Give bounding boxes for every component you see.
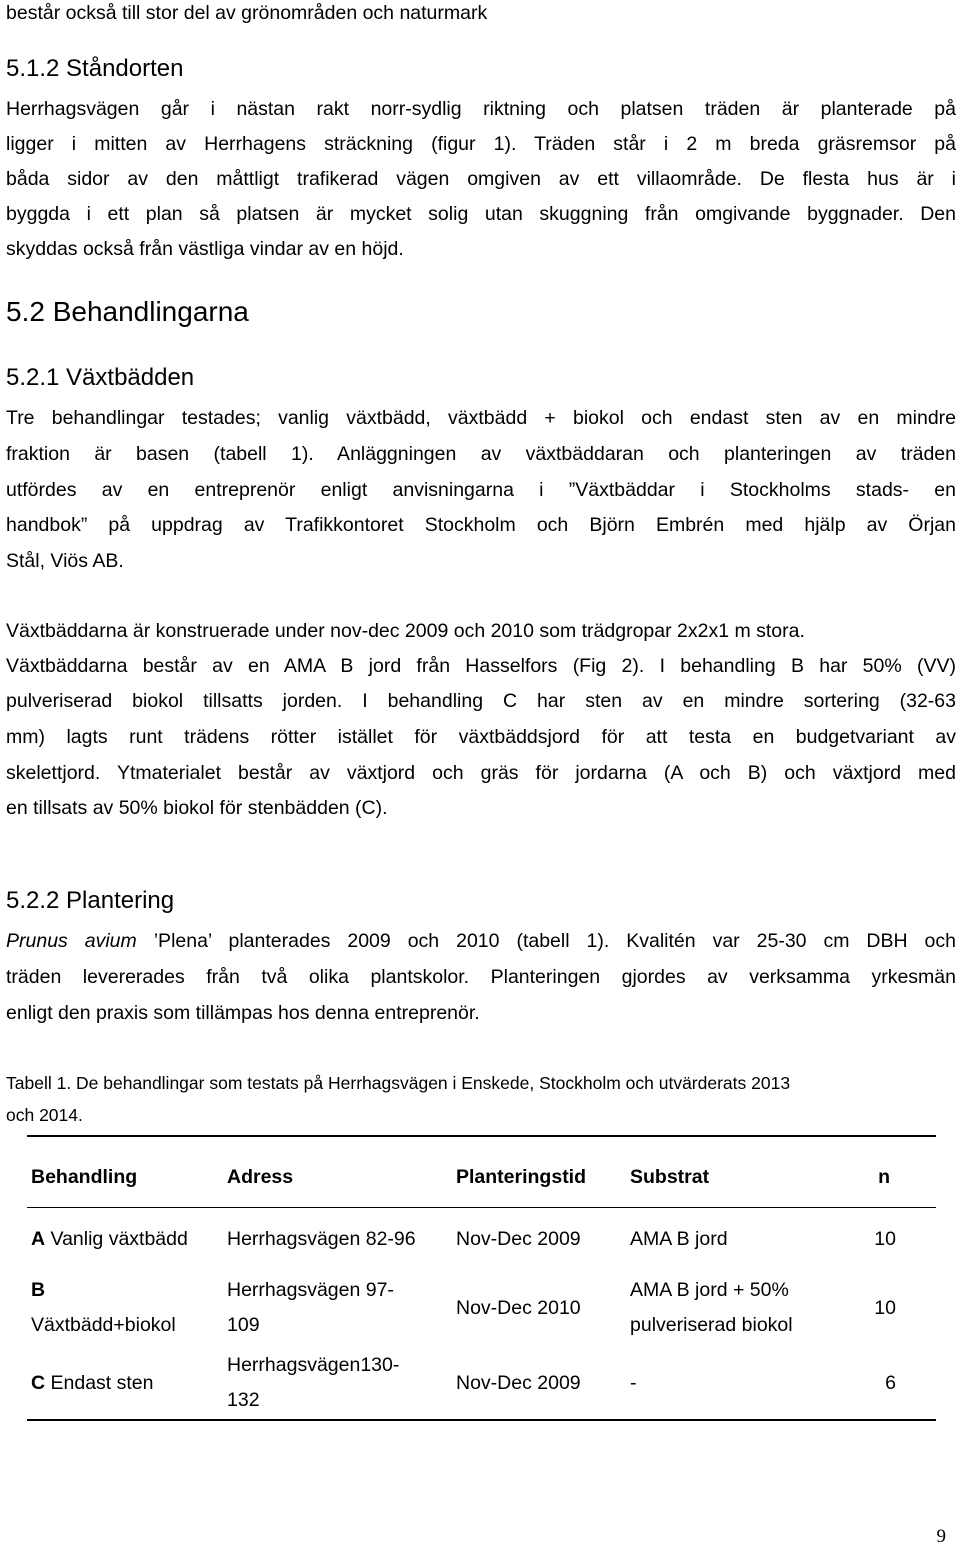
body-line: handbok” på uppdrag av Trafikkontoret Stockholm och Björn Embrén med hjälp av Örjan [6,514,956,536]
table-header-cell: Behandling [31,1166,138,1188]
table-cell: 10 [874,1228,896,1250]
table-cell: Nov-Dec 2009 [456,1228,581,1250]
table-row: C Endast sten [31,1372,154,1394]
table-cell: Nov-Dec 2009 [456,1372,581,1394]
body-line: fraktion är basen (tabell 1). Anläggningen av växtbäddaran och planteringen av träden [6,443,956,465]
table-cell: Växtbädd+biokol [31,1314,176,1336]
table-cell: B [31,1279,46,1301]
table-cell: - [630,1372,637,1394]
body-line: Tre behandlingar testades; vanlig växtbädd, växtbädd + biokol och endast sten av en mindre [6,407,956,429]
body-line: ligger i mitten av Herrhagens sträckning (figur 1). Träden står i 2 m breda gräsremsor på [6,133,956,155]
body-line: enligt den praxis som tillämpas hos denna entreprenör. [6,1002,480,1024]
table-row: A Vanlig växtbädd [31,1228,188,1250]
body-line: Prunus avium ’Plena’ planterades 2009 och 2010 (tabell 1). Kvalitén var 25-30 cm DBH och [6,930,956,952]
table-rule-top [27,1135,936,1137]
body-line: utfördes av en entreprenör enligt anvisningarna i ”Växtbäddar i Stockholms stads- en [6,479,956,501]
table-header-cell: Adress [227,1166,294,1188]
body-line: en tillsats av 50% biokol för stenbädden (C). [6,797,388,819]
body-line: Stål, Viös AB. [6,550,124,572]
table-header-cell: n [878,1166,890,1188]
body-line: skelettjord. Ytmaterialet består av växtjord och gräs för jordarna (A och B) och växtjord med [6,762,956,784]
body-line: mm) lagts runt trädens rötter istället för växtbäddsjord för att testa en budgetvariant av [6,726,956,748]
table-caption: Tabell 1. De behandlingar som testats på Herrhagsvägen i Enskede, Stockholm och utvärderats 2013 [6,1073,791,1093]
table-caption: och 2014. [6,1105,83,1125]
table-cell: 132 [227,1389,260,1411]
table-cell: Herrhagsvägen 97- [227,1279,394,1301]
table-cell: Herrhagsvägen 82-96 [227,1228,416,1250]
intro-tail-line: består också till stor del av grönområden och naturmark [6,2,488,24]
section-heading-5-2-2: 5.2.2 Plantering [6,887,175,914]
body-line: båda sidor av den måttligt trafikerad vägen omgiven av ett villaområde. De flesta hus är i [6,168,956,190]
table-rule-header [27,1207,936,1208]
table-header-cell: Substrat [630,1166,710,1188]
table-cell: 6 [885,1372,896,1394]
body-line: Herrhagsvägen går i nästan rakt norr-sydlig riktning och platsen träden är planterade på [6,98,956,120]
table-cell: AMA B jord [630,1228,728,1250]
species-name: Prunus avium [6,930,137,952]
table-header-cell: Planteringstid [456,1166,587,1188]
body-line: pulveriserad biokol tillsatts jorden. I behandling C har sten av en mindre sortering (32-63 [6,690,956,712]
table-cell: Nov-Dec 2010 [456,1297,581,1319]
body-line: Växtbäddarna består av en AMA B jord från Hasselfors (Fig 2). I behandling B har 50% (VV) [6,655,956,677]
body-line: byggda i ett plan så platsen är mycket solig utan skuggning från omgivande byggnader. Den [6,203,956,225]
table-rule-bottom [27,1419,936,1421]
body-line: skyddas också från västliga vindar av en höjd. [6,238,404,260]
table-cell: pulveriserad biokol [630,1314,793,1336]
body-line: träden levererades från två olika plantskolor. Planteringen gjordes av verksamma yrkesmän [6,966,956,988]
section-heading-5-1-2: 5.1.2 Ståndorten [6,55,184,82]
page-number: 9 [936,1526,946,1547]
section-heading-5-2-1: 5.2.1 Växtbädden [6,364,195,391]
table-cell: 109 [227,1314,260,1336]
table-cell: Herrhagsvägen130- [227,1354,400,1376]
section-heading-5-2: 5.2 Behandlingarna [6,296,249,327]
body-line: Växtbäddarna är konstruerade under nov-dec 2009 och 2010 som trädgropar 2x2x1 m stora. [6,620,805,642]
table-cell: 10 [874,1297,896,1319]
table-cell: AMA B jord + 50% [630,1279,789,1301]
